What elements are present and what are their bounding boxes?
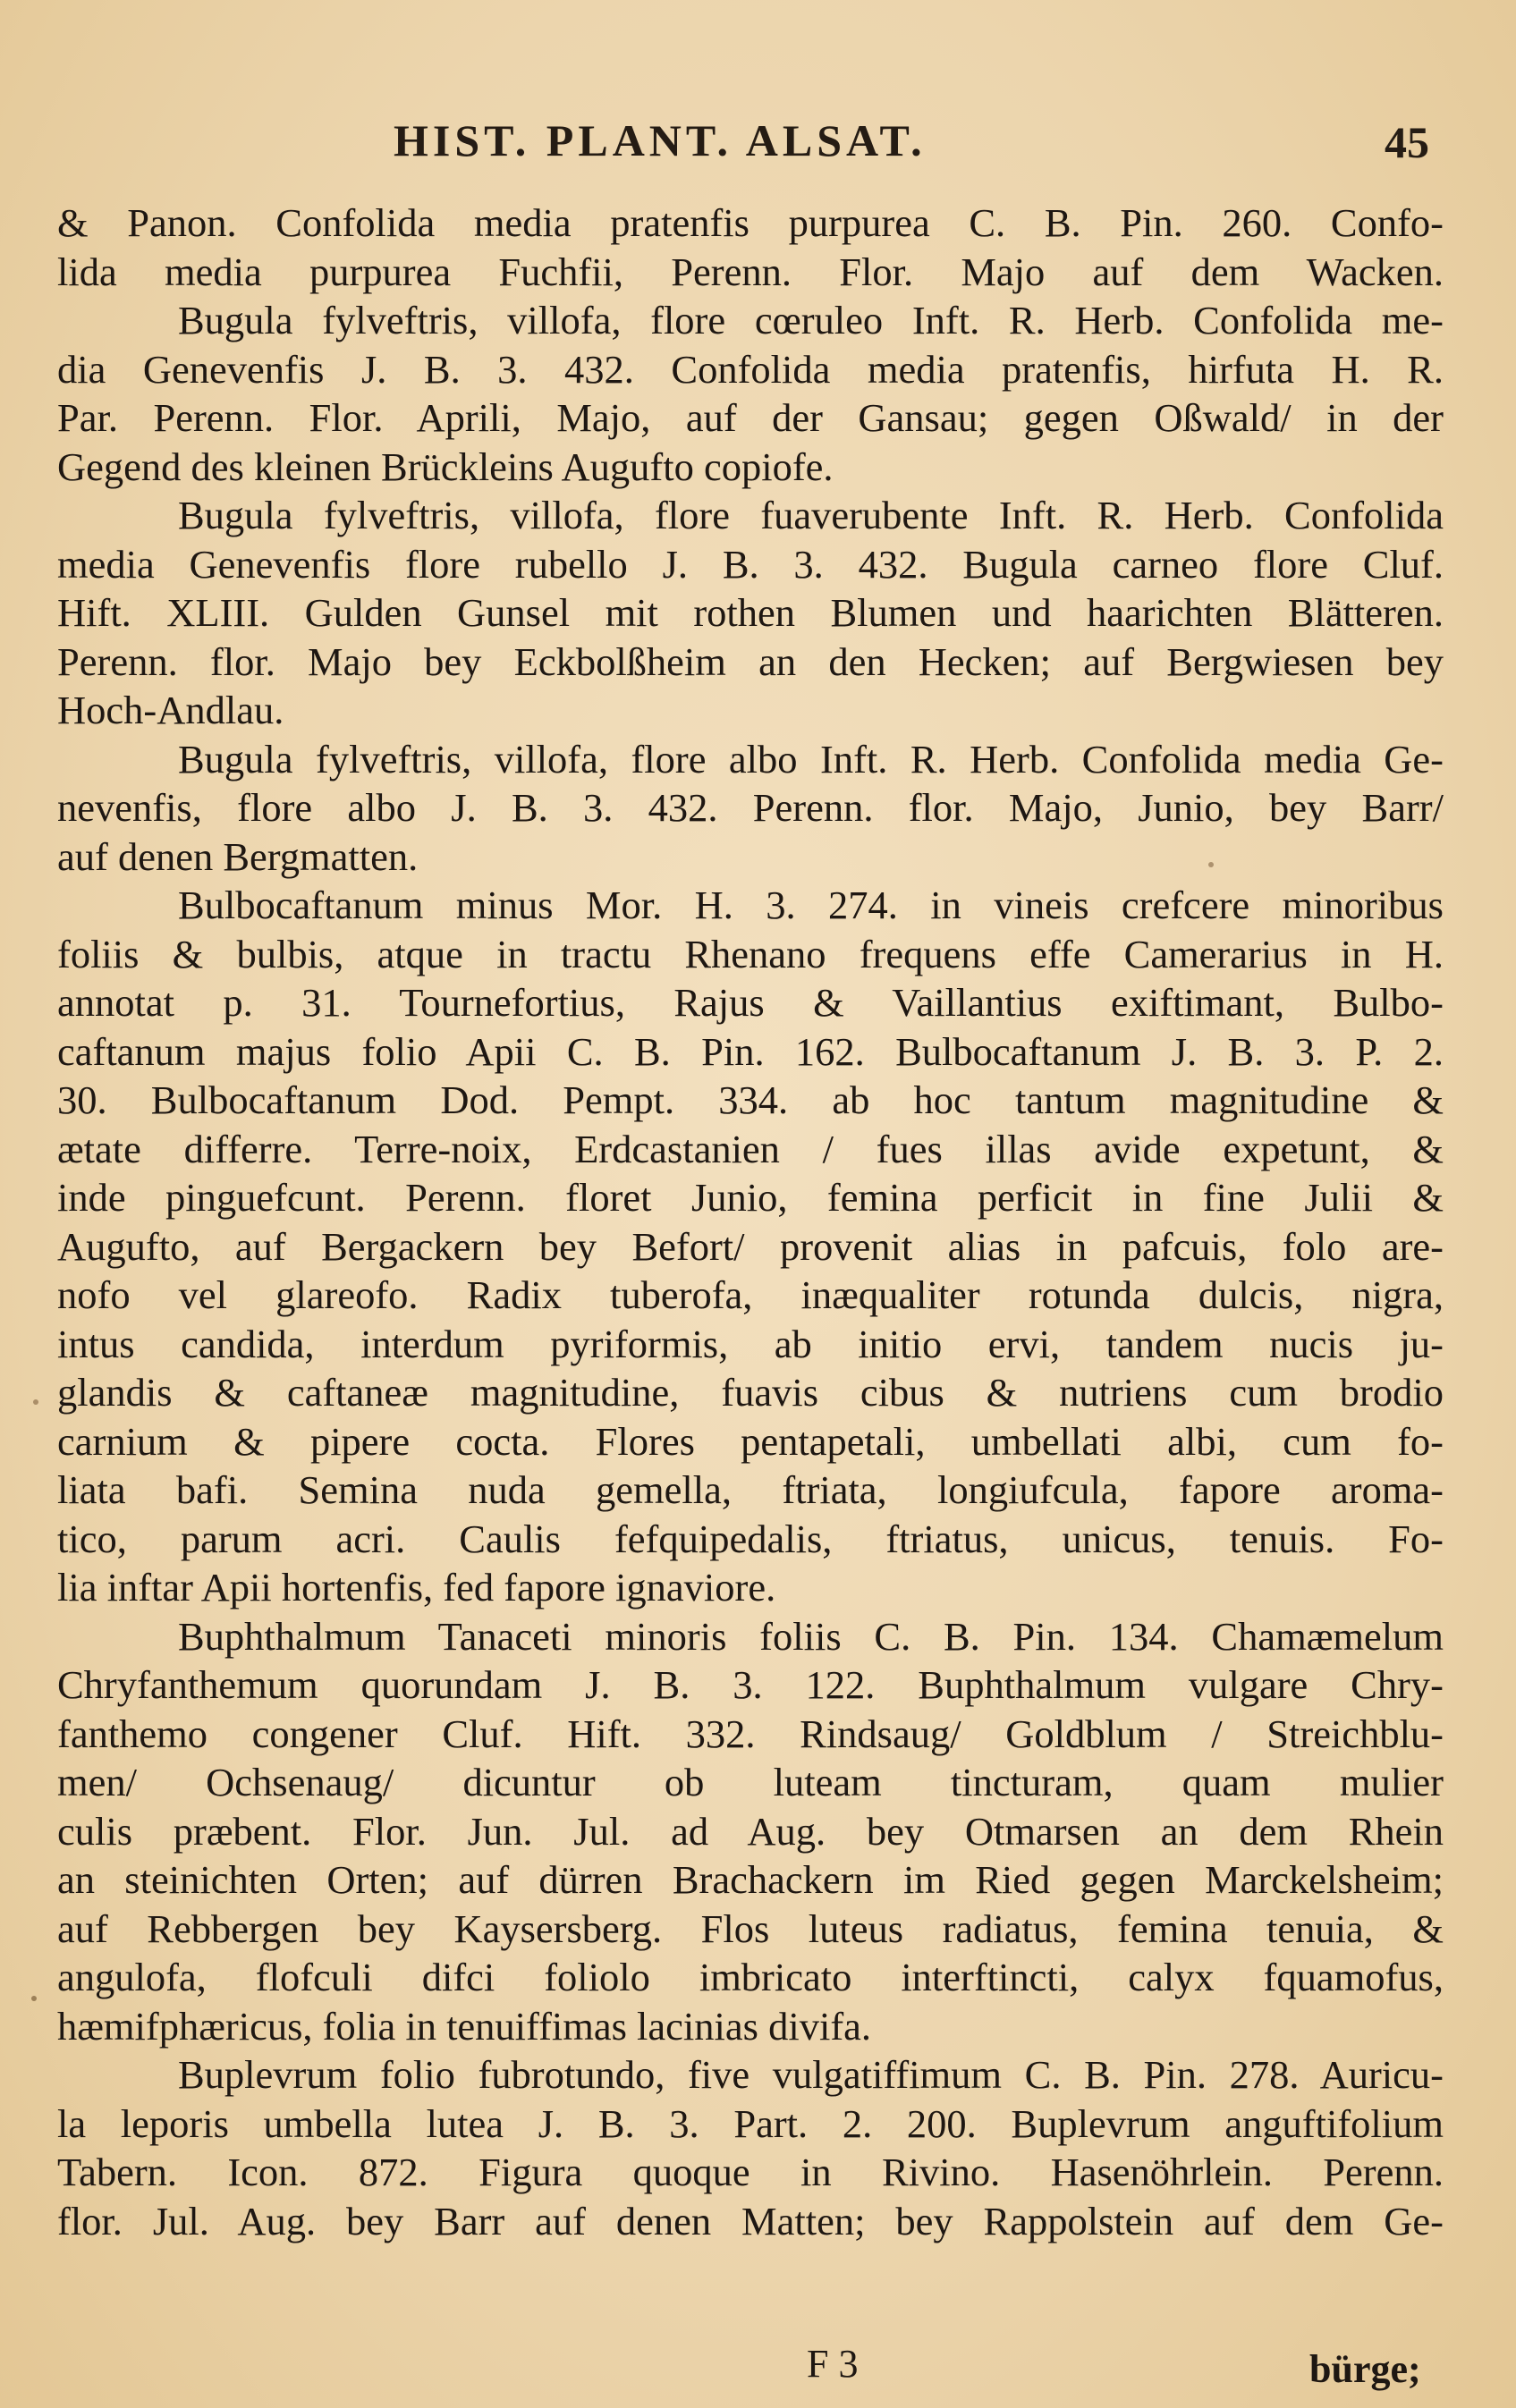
text-line: media Genevenfis flore rubello J. B. 3. 432. Bugula carneo flore Cluf. bbox=[57, 541, 1444, 587]
text-line: Gegend des kleinen Brückleins Augufto copiofe. bbox=[57, 444, 834, 489]
text-line: intus candida, interdum pyriformis, ab initio ervi, tandem nucis ju- bbox=[57, 1321, 1444, 1366]
text-line: Augufto, auf Bergackern bey Befort/ provenit alias in pafcuis, folo are- bbox=[57, 1223, 1444, 1269]
text-line: Par. Perenn. Flor. Aprili, Majo, auf der Gansau; gegen Oßwald/ in der bbox=[57, 395, 1444, 440]
text-line: la leporis umbella lutea J. B. 3. Part. 2. 200. Buplevrum anguftifolium bbox=[57, 2100, 1444, 2146]
text-line: hæmifphæricus, folia in tenuiffimas lacinias divifa. bbox=[57, 2003, 872, 2049]
text-line: lida media purpurea Fuchfii, Perenn. Flor. Majo auf dem Wacken. bbox=[57, 249, 1444, 294]
signature-mark: F 3 bbox=[807, 2342, 859, 2386]
text-line: annotat p. 31. Tournefortius, Rajus & Vaillantius exiftimant, Bulbo- bbox=[57, 980, 1444, 1025]
text-line: Bulbocaftanum minus Mor. H. 3. 274. in vineis crefcere minoribus bbox=[178, 883, 1444, 927]
text-line: & Panon. Confolida media pratenfis purpurea C. B. Pin. 260. Confo- bbox=[57, 200, 1444, 245]
text-line: Buphthalmum Tanaceti minoris foliis C. B. Pin. 134. Chamæmelum bbox=[178, 1613, 1444, 1659]
text-line: Perenn. flor. Majo bey Eckbolßheim an den Hecken; auf Bergwiesen bey bbox=[57, 638, 1444, 684]
text-line: Bugula fylveftris, villofa, flore cœruleo Inft. R. Herb. Confolida me- bbox=[178, 298, 1444, 342]
page-number: 45 bbox=[1385, 117, 1429, 167]
text-line: glandis & caftaneæ magnitudine, fuavis cibus & nutriens cum brodio bbox=[57, 1370, 1444, 1415]
text-line: an steinichten Orten; auf dürren Brachackern im Ried gegen Marckelsheim; bbox=[57, 1857, 1444, 1902]
text-line: caftanum majus folio Apii C. B. Pin. 162. Bulbocaftanum J. B. 3. P. 2. bbox=[57, 1028, 1444, 1074]
text-line: 30. Bulbocaftanum Dod. Pempt. 334. ab hoc tantum magnitudine & bbox=[57, 1077, 1444, 1122]
text-line: dia Genevenfis J. B. 3. 432. Confolida media pratenfis, hirfuta H. R. bbox=[57, 346, 1444, 392]
text-line: lia inftar Apii hortenfis, fed fapore ignaviore. bbox=[57, 1565, 776, 1610]
text-line: nofo vel glareofo. Radix tuberofa, inæqualiter rotunda dulcis, nigra, bbox=[57, 1272, 1444, 1317]
text-line: Buplevrum folio fubrotundo, five vulgatiffimum C. B. Pin. 278. Auricu- bbox=[178, 2052, 1444, 2097]
text-line: Chryfanthemum quorundam J. B. 3. 122. Buphthalmum vulgare Chry- bbox=[57, 1662, 1444, 1707]
running-title: HIST. PLANT. ALSAT. bbox=[394, 115, 927, 165]
text-line: fanthemo congener Cluf. Hift. 332. Rindsaug/ Goldblum / Streichblu- bbox=[57, 1711, 1444, 1756]
text-line: Hift. XLIII. Gulden Gunsel mit rothen Blumen und haarichten Blätteren. bbox=[57, 590, 1444, 635]
text-line: ætate differre. Terre-noix, Erdcastanien / fues illas avide expetunt, & bbox=[57, 1126, 1444, 1171]
text-line: auf Rebbergen bey Kaysersberg. Flos luteus radiatus, femina tenuia, & bbox=[57, 1905, 1444, 1951]
text-line: Bugula fylveftris, villofa, flore albo Inft. R. Herb. Confolida media Ge- bbox=[178, 736, 1444, 782]
text-line: inde pinguefcunt. Perenn. floret Junio, femina perficit in fine Julii & bbox=[57, 1175, 1444, 1220]
text-line: angulofa, flofculi difci foliolo imbricato interftincti, calyx fquamofus, bbox=[57, 1955, 1444, 1999]
text-line: foliis & bulbis, atque in tractu Rhenano frequens effe Camerarius in H. bbox=[57, 931, 1444, 976]
text-line: auf denen Bergmatten. bbox=[57, 833, 419, 879]
text-line: culis præbent. Flor. Jun. Jul. ad Aug. bey Otmarsen an dem Rhein bbox=[57, 1808, 1444, 1854]
text-line: carnium & pipere cocta. Flores pentapetali, umbellati albi, cum fo- bbox=[57, 1418, 1444, 1464]
text-line: liata bafi. Semina nuda gemella, ftriata, longiufcula, fapore aroma- bbox=[57, 1467, 1444, 1512]
text-line: men/ Ochsenaug/ dicuntur ob luteam tincturam, quam mulier bbox=[57, 1760, 1444, 1804]
text-line: Tabern. Icon. 872. Figura quoque in Rivino. Hasenöhrlein. Perenn. bbox=[57, 2150, 1444, 2194]
text-line: tico, parum acri. Caulis fefquipedalis, ftriatus, unicus, tenuis. Fo- bbox=[57, 1516, 1444, 1561]
text-line: Hoch-Andlau. bbox=[57, 688, 284, 732]
catchword: bürge; bbox=[1309, 2347, 1421, 2391]
text-line: Bugula fylveftris, villofa, flore fuaverubente Inft. R. Herb. Confolida bbox=[178, 493, 1444, 537]
text-line: nevenfis, flore albo J. B. 3. 432. Perenn. flor. Majo, Junio, bey Barr/ bbox=[57, 785, 1444, 830]
text-line: flor. Jul. Aug. bey Barr auf denen Matten; bey Rappolstein auf dem Ge- bbox=[57, 2198, 1444, 2243]
